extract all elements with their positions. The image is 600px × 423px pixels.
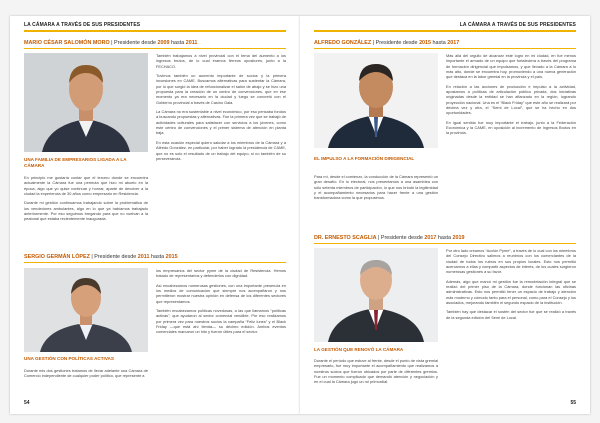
body-moro-col2 <box>156 53 286 165</box>
paragraph: Para mí, desde el comienzo, la conducción de la Cámara representó un gran desafío. En lo electoral, nos presentamos a una asamblea con sólo setenta miembros de participación, lo que nos brindó la legitimidad y el acompañamiento necesarios para hacer frente a una gestión transformadora como la que propusimos. <box>314 174 438 201</box>
president-name-scaglia: DR. ERNESTO SCAGLIA <box>314 235 377 241</box>
start-year-moro: 2009 <box>157 40 170 46</box>
section-title-moro: MARIO CÉSAR SALOMÓN MORO | Presidente desde 2009 hasta 2011 <box>24 40 198 46</box>
page-right <box>300 16 590 414</box>
page-number-left: 54 <box>24 400 30 406</box>
president-name-gonzalez: ALFREDO GONZÁLEZ <box>314 40 372 46</box>
body-gonzalez-col2 <box>446 53 576 140</box>
paragraph: En igual sentido fue muy importante el trabajo, junto a la Federación Económica y la CAME, en oposición al incremento de Ingresos Brutos en la provincia. <box>446 119 576 136</box>
body-scaglia-col2 <box>446 248 576 324</box>
section-title-lopez: SERGIO GERMÁN LÓPEZ | Presidente desde 2011 hasta 2015 <box>24 254 178 260</box>
paragraph: los empresarios del sector pyme de la ciudad de Resistencia. Hemos tratado de representarlos y defenderlos con dignidad. <box>156 268 286 279</box>
paragraph: También trabajamos a nivel provincial con el tema del aumento a los ingresos brutos, de lo cual éramos férreos opositores, junto a la FECHACO. <box>156 53 286 69</box>
paragraph: Por otro lado creamos “Acción Pyme”, a través de lo cual con los miembros del Consejo Directivo salimos a reunirnos con los comerciantes de la ciudad de todos los rubros en sus propios locales. Esto nos permitió acercarnos a ellas y compartir aspectos de interés, de los cuales surgieron numerosas gestiones a su favor. <box>446 248 576 275</box>
paragraph: En relación a las acciones de producción e impulso a la actividad, apostamos a políticas de articulación público privada, dos iniciativas originadas desde la entidad se han afianzado en la región, logrando proyección nacional. Una es el “Black Friday” que este año se realizará por décima vez y otra, el “Semi de Local”, que se ha hecho en dos oportunidades. <box>446 83 576 116</box>
section-title-gonzalez: ALFREDO GONZÁLEZ | Presidente desde 2015 hasta 2017 <box>314 40 460 46</box>
president-name-lopez: SERGIO GERMÁN LÓPEZ <box>24 254 90 260</box>
paragraph: Durante el período que estuve al frente, desde el punto de vista gremial empresario, fue muy importante el acompañamiento que realizamos a nuestros socios que fueron ubicados por parte de diferentes gremios. Fue un momento complicado que demandó atención y negociación y en el cual la Cámara jugó un rol primordial. <box>314 358 438 385</box>
paragraph: En esta ocasión especial quiero saludar a los miembros de la Cámara y a Alfredo González, en particular, por haber logrado la presidencia de CAME, que no es solo el resultado de un trabajo del equipo, si no también de su perseverancia. <box>156 139 286 161</box>
body-gonzalez-col1 <box>314 174 438 205</box>
end-year-scaglia: 2019 <box>452 235 465 241</box>
paragraph: La Cámara no era sustentable a nivel económico, por eso pensaba fondos a buscando propuestas y alternativas. Fue la primera vez que se trabajó de actividades culturales para satisfacer con servicios a los jóvenes, como este centro de convenciones y el primer sistema de atención en planta baja. <box>156 109 286 136</box>
paragraph: Durante mis dos gestiones tratamos de llevar adelante una Cámara de Comercio independiente de cualquier poder político, que represente a <box>24 368 148 379</box>
section-rule-lopez <box>24 262 286 263</box>
running-head-right: LA CÁMARA A TRAVÉS DE SUS PRESIDENTES <box>459 22 576 28</box>
header-rule-right <box>314 30 576 32</box>
end-year-moro: 2011 <box>185 40 198 46</box>
caption-lopez: UNA GESTIÓN CON POLÍTICAS ACTIVAS <box>24 356 114 361</box>
page-number-right: 55 <box>570 400 576 406</box>
paragraph: Tuvimos también un aumento importante de socios y la primera incursiones en CAME. Buscamos alternativas para sustentar la Cámara, por lo que surgió la idea de refuncionalizar el salón de abajo y se hizo una propuesta para la creación de un centro de convenciones, que en ese momento ya era necesario en la ciudad y luego se concretó con el Gobierno provincial a través de Casino Gala. <box>156 73 286 105</box>
portrait-gonzalez <box>314 53 438 148</box>
caption-moro: UNA FAMILIA DE EMPRESARIOS LIGADA A LA CÁMARA <box>24 157 127 168</box>
page-left <box>10 16 300 414</box>
paragraph: Durante mi gestión continuamos trabajando sobre la problemática de los vendedores ambulantes, algo en lo que ya habíamos trabajado anteriormente. Por eso seguimos bregando para que no vuelvan a la peatonal que estaba recientemente inaugurada. <box>24 200 148 222</box>
paragraph: Así encabezamos numerosas gestiones, con una importante presencia en los medios de comunicación que siempre nos acompañaron y nos permitieron mostrar nuestra opinión en defensa de los diferentes sectores que representamos. <box>156 282 286 304</box>
section-rule-moro <box>24 48 286 49</box>
start-year-gonzalez: 2015 <box>419 40 432 46</box>
caption-gonzalez: EL IMPULSO A LA FORMACIÓN DIRIGENCIAL <box>314 156 415 161</box>
caption-scaglia: LA GESTIÓN QUE RENOVÓ LA CÁMARA <box>314 347 404 352</box>
end-year-lopez: 2015 <box>165 254 178 260</box>
section-rule-scaglia <box>314 243 576 244</box>
body-lopez-col2 <box>156 268 286 339</box>
president-name-moro: MARIO CÉSAR SALOMÓN MORO <box>24 40 110 46</box>
portrait-lopez <box>24 268 148 352</box>
portrait-moro <box>24 53 148 152</box>
paragraph: En principio me gustaría contar que el tercero donde se encuentra actualmente la Cámara fue una permuta que hizo mi abuelo en la época, algo que yo quise continuar y honrar, aparte de devolver a la ciudad la experiencia de 30 años como empresario en Residencia. <box>24 175 148 197</box>
end-year-gonzalez: 2017 <box>447 40 460 46</box>
section-rule-gonzalez <box>314 48 576 49</box>
running-head-left: LA CÁMARA A TRAVÉS DE SUS PRESIDENTES <box>24 22 141 28</box>
section-title-scaglia: DR. ERNESTO SCAGLIA | Presidente desde 2017 hasta 2019 <box>314 235 465 241</box>
body-scaglia-col1 <box>314 358 438 389</box>
portrait-scaglia <box>314 248 438 342</box>
body-lopez-col1 <box>24 368 148 383</box>
header-rule-left <box>24 30 286 32</box>
paragraph: También hay que destacar el sostén del sector fue que se realizó a través de la segunda edición del Semi de Local. <box>446 309 576 320</box>
paragraph: También encabezamos políticas novedosas, a las que llamamos “políticas activas”, que ayudaron al sector comercial vendible. Por eso realizamos por primera vez para nuestros socios la campaña “Feliz lunes” y el Black Friday —que está ahí tienda— su décimo edición. Ambos eventos comerciales marcaron un hito y fueron útiles para el sector. <box>156 308 286 335</box>
paragraph: Más allá del orgullo de alcanzar este logro en mi ciudad, en fue menos importante el armado de un equipo que fortaleciera a través del programa de formación dirigencial que impulsamos, y que llevado a la Cámara a lo más alto, donde se encuentra hoy, promoviendo a una nueva generación que destaca en la labor gremial en la provincia y el país. <box>446 53 576 80</box>
paragraph: Además, algo que marcó mi gestión fue la remodelación integral que se realizó del primer piso de la Cámara, donde funcionan las oficinas administrativas. Esto nos permitió tener un espacio de trabajo y atención más moderno y cómodo tanto para el personal, como para el Consejo y los asociados, mejorando también el segundo espacio de la institución. <box>446 278 576 306</box>
body-moro-col1 <box>24 175 148 226</box>
start-year-lopez: 2011 <box>137 254 150 260</box>
start-year-scaglia: 2017 <box>424 235 437 241</box>
